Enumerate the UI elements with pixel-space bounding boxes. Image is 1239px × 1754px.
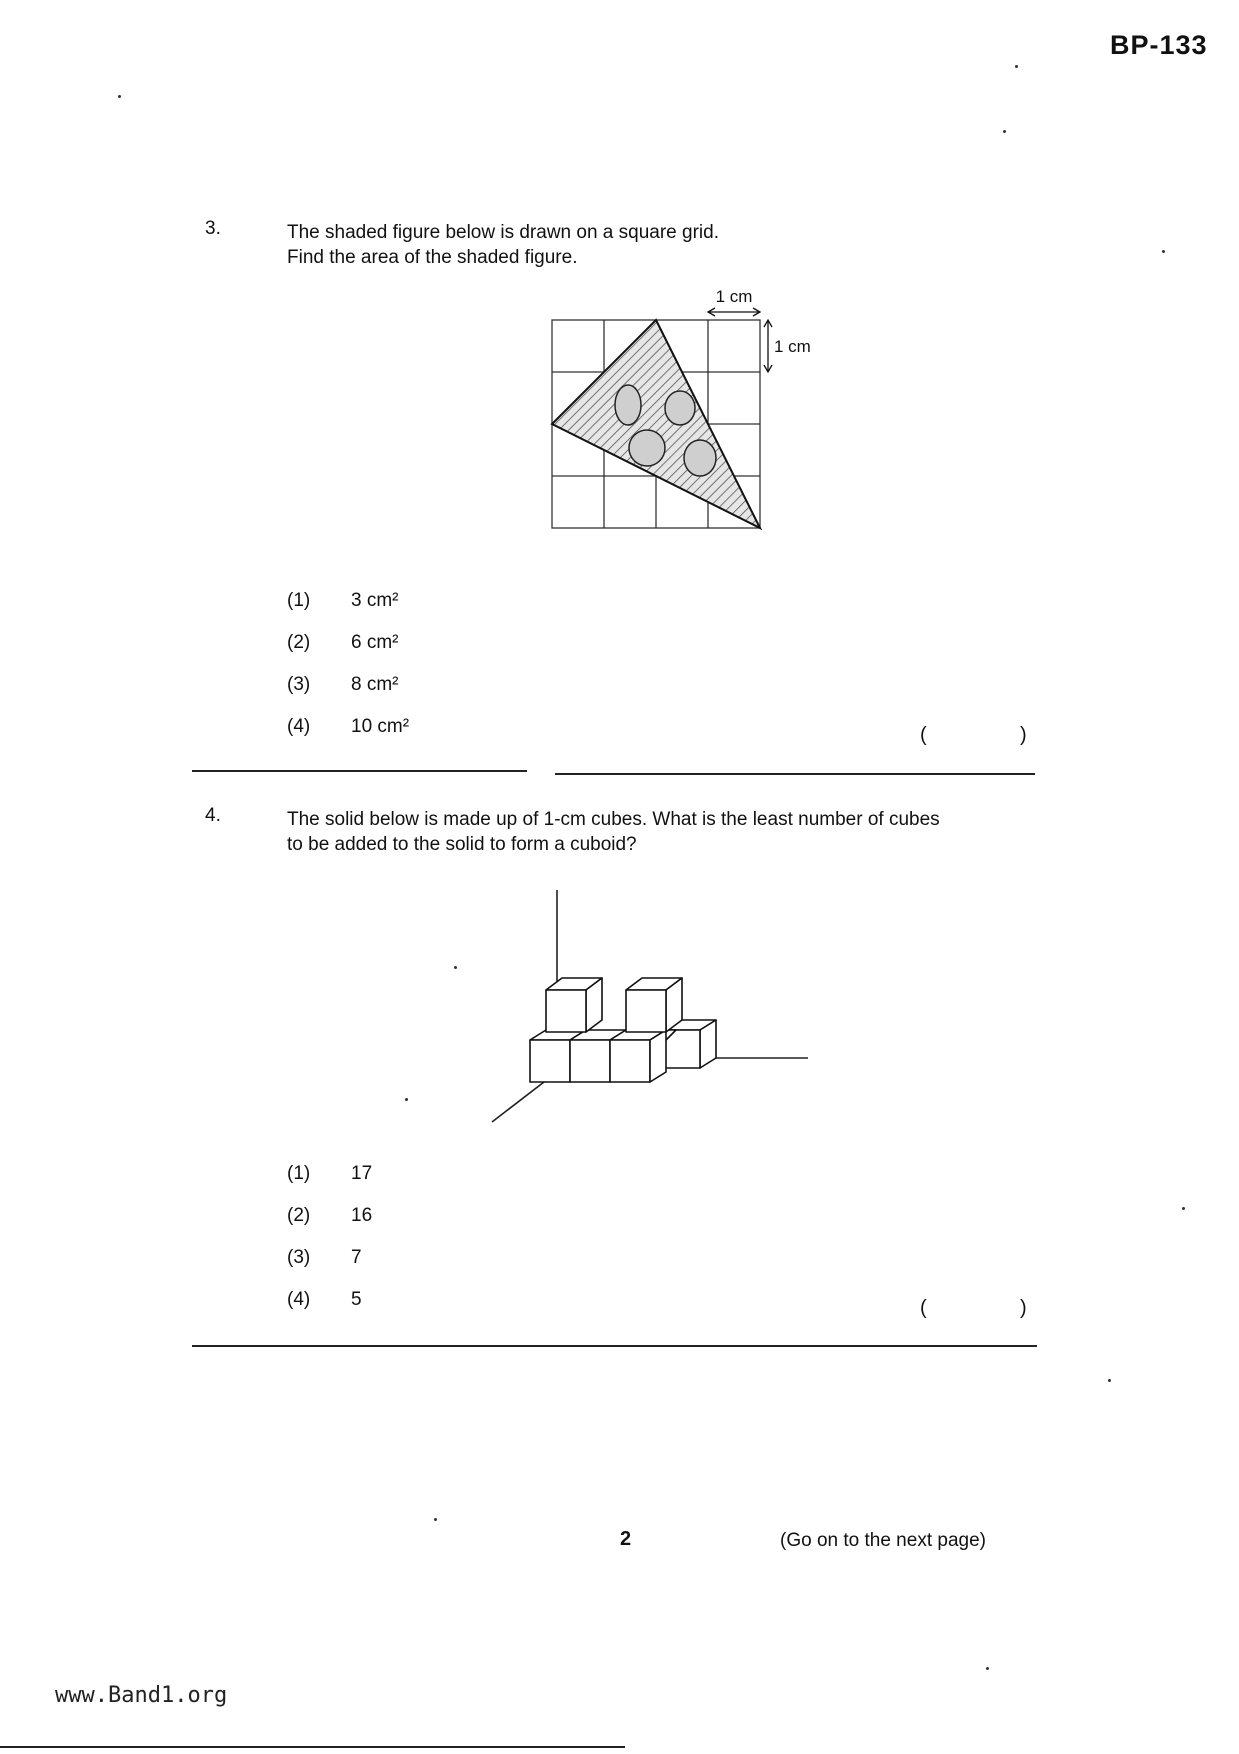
cube-solid-figure <box>480 880 820 1130</box>
scan-speck <box>1182 1207 1185 1210</box>
question-line: The solid below is made up of 1-cm cubes. What is the least number of cubes <box>287 809 940 830</box>
scan-speck <box>118 95 121 98</box>
answer-bracket-close: ) <box>1020 724 1027 746</box>
option-value: 17 <box>351 1163 373 1184</box>
option-4[interactable] <box>287 716 409 738</box>
scan-speck <box>454 966 457 969</box>
option-value: 10 cm² <box>351 716 410 737</box>
option-label: (1) <box>287 590 311 611</box>
bottom-edge-line <box>0 1746 625 1748</box>
answer-bracket-open: ( <box>920 724 927 746</box>
option-value: 16 <box>351 1205 373 1226</box>
cube <box>626 978 682 1032</box>
scan-speck <box>986 1667 989 1670</box>
shaded-figure-on-grid <box>540 280 840 540</box>
option-value: 6 cm² <box>351 632 399 653</box>
scan-speck <box>1108 1379 1111 1382</box>
question-line: The shaded figure below is drawn on a square grid. <box>287 222 719 243</box>
option-label: (4) <box>287 1289 311 1310</box>
cube <box>546 978 602 1032</box>
scan-speck <box>1003 130 1006 133</box>
option-value: 3 cm² <box>351 590 399 611</box>
question-text <box>287 807 940 857</box>
option-label: (3) <box>287 1247 311 1268</box>
option-1[interactable] <box>287 590 399 612</box>
unit-label-right: 1 cm <box>774 337 811 356</box>
option-value: 5 <box>351 1289 362 1310</box>
option-value: 7 <box>351 1247 362 1268</box>
option-3[interactable] <box>287 674 399 696</box>
scan-speck <box>1015 65 1018 68</box>
page-number: 2 <box>620 1528 632 1550</box>
next-page-note: (Go on to the next page) <box>780 1530 986 1551</box>
option-label: (2) <box>287 632 311 653</box>
option-value: 8 cm² <box>351 674 399 695</box>
unit-marker-vertical <box>764 320 772 372</box>
question-number: 4. <box>205 805 221 826</box>
scan-speck <box>1162 250 1165 253</box>
divider-bottom <box>192 1345 1037 1347</box>
option-2[interactable] <box>287 1205 372 1227</box>
option-1[interactable] <box>287 1163 372 1185</box>
scan-speck <box>434 1518 437 1521</box>
option-label: (2) <box>287 1205 311 1226</box>
website-link[interactable]: www.Band1.org <box>55 1683 228 1708</box>
option-label: (1) <box>287 1163 311 1184</box>
question-text <box>287 220 719 270</box>
divider-left <box>192 770 527 772</box>
option-3[interactable] <box>287 1247 362 1269</box>
scan-speck <box>405 1098 408 1101</box>
option-2[interactable] <box>287 632 399 654</box>
unit-label-top: 1 cm <box>715 287 753 306</box>
question-number: 3. <box>205 218 221 239</box>
unit-marker-horizontal <box>708 308 760 316</box>
paper-code: BP-133 <box>1110 30 1208 60</box>
option-label: (4) <box>287 716 311 737</box>
answer-bracket-open: ( <box>920 1297 927 1319</box>
answer-box[interactable] <box>935 1295 1015 1323</box>
option-4[interactable] <box>287 1289 362 1311</box>
question-line: to be added to the solid to form a cuboid? <box>287 834 637 855</box>
question-line: Find the area of the shaded figure. <box>287 247 578 268</box>
divider-right <box>555 773 1035 775</box>
option-label: (3) <box>287 674 311 695</box>
answer-box[interactable] <box>935 722 1015 750</box>
answer-bracket-close: ) <box>1020 1297 1027 1319</box>
